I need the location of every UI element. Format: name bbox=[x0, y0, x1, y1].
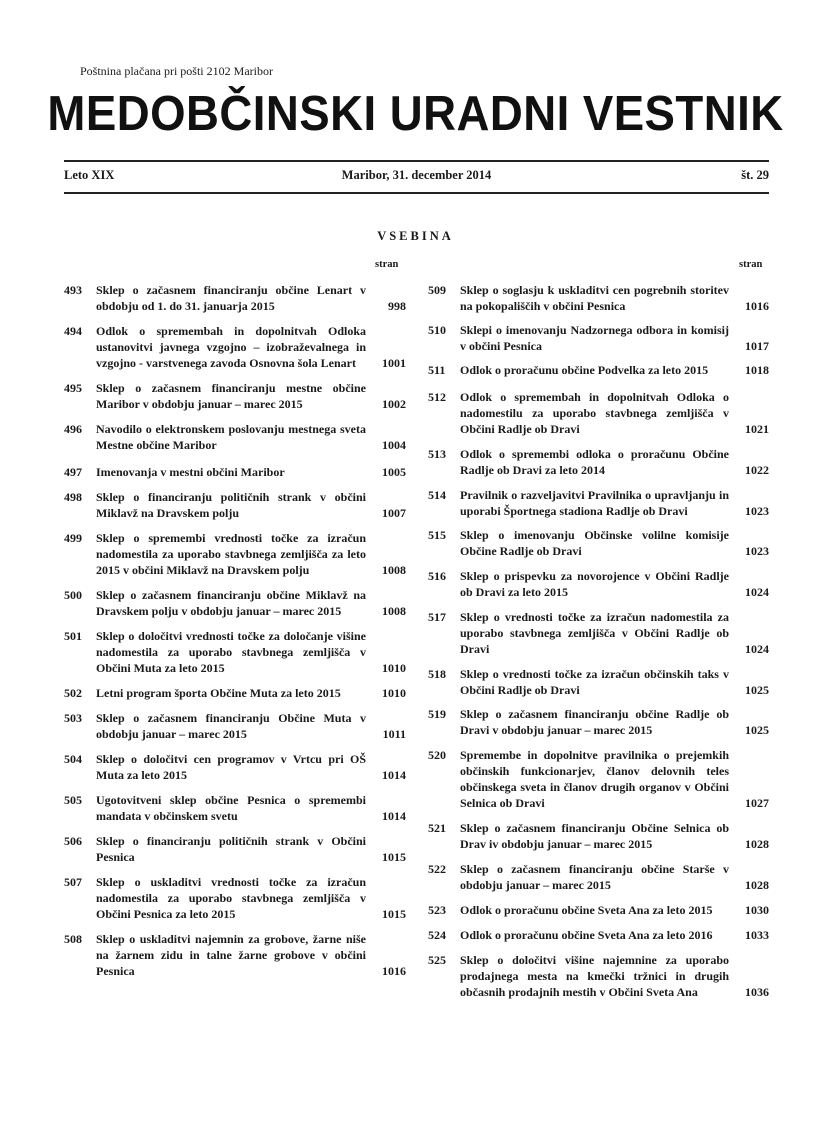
toc-entry-number: 508 bbox=[64, 932, 82, 946]
toc-entry-number: 515 bbox=[428, 528, 446, 542]
toc-entry-number: 514 bbox=[428, 488, 446, 502]
toc-entry[interactable] bbox=[428, 487, 769, 519]
toc-entry-number: 497 bbox=[64, 465, 82, 479]
toc-entry-title: Sklep o začasnem financiranju občine Starše v obdobju januar – marec 2015 bbox=[460, 862, 729, 892]
toc-entry[interactable] bbox=[428, 902, 769, 918]
toc-entry-title: Sklep o začasnem financiranju občine Lenart v obdobju od 1. do 31. januarja 2015 bbox=[96, 283, 366, 313]
toc-entry-page: 998 bbox=[388, 299, 406, 313]
toc-entry-page: 1007 bbox=[382, 506, 406, 520]
toc-entry[interactable] bbox=[64, 833, 406, 865]
toc-entry-number: 500 bbox=[64, 588, 82, 602]
toc-entry-number: 493 bbox=[64, 283, 82, 297]
toc-entry-number: 513 bbox=[428, 447, 446, 461]
toc-entry-number: 499 bbox=[64, 531, 82, 545]
toc-entry-number: 512 bbox=[428, 390, 446, 404]
toc-entry-page: 1023 bbox=[745, 544, 769, 558]
toc-entry[interactable] bbox=[64, 931, 406, 979]
toc-entry-title: Imenovanja v mestni občini Maribor bbox=[96, 465, 285, 479]
toc-entry-title: Sklep o vrednosti točke za izračun nadomestila za uporabo stavbnega zemljišča v Občini Radlje ob Dravi bbox=[460, 610, 729, 656]
toc-entry[interactable] bbox=[428, 389, 769, 437]
toc-entry[interactable] bbox=[428, 706, 769, 738]
toc-entry[interactable] bbox=[64, 489, 406, 521]
toc-entry[interactable] bbox=[428, 666, 769, 698]
toc-entry-page: 1021 bbox=[745, 422, 769, 436]
toc-heading: VSEBINA bbox=[377, 229, 454, 243]
toc-entry[interactable] bbox=[428, 322, 769, 354]
toc-entry-title: Odlok o proračunu občine Sveta Ana za leto 2015 bbox=[460, 903, 713, 917]
toc-entry-title: Odlok o spremembah in dopolnitvah Odloka ustanovitvi javnega vzgojno – izobraževalnega in vzgojno - varstvenega zavoda Osnovna šola Lenart bbox=[96, 324, 366, 370]
toc-entry[interactable] bbox=[428, 446, 769, 478]
toc-entry-number: 523 bbox=[428, 903, 446, 917]
toc-entry-title: Odlok o spremembah in dopolnitvah Odloka o nadomestilu za uporabo stavbnega zemljišča v Občini Radlje ob Dravi bbox=[460, 390, 729, 436]
toc-entry-page: 1010 bbox=[382, 661, 406, 675]
toc-entry-title: Sklep o določitvi cen programov v Vrtcu pri OŠ Muta za leto 2015 bbox=[96, 752, 366, 782]
toc-entry-page: 1023 bbox=[745, 504, 769, 518]
toc-entry-number: 502 bbox=[64, 686, 82, 700]
toc-entry-title: Sklep o financiranju političnih strank v občini Miklavž na Dravskem polju bbox=[96, 490, 366, 520]
toc-entry-title: Sklep o začasnem financiranju občine Miklavž na Dravskem polju v obdobju januar – marec 2015 bbox=[96, 588, 366, 618]
toc-entry-title: Sklep o prispevku za novorojence v Občini Radlje ob Dravi za leto 2015 bbox=[460, 569, 729, 599]
issue-place-date: Maribor, 31. december 2014 bbox=[341, 168, 492, 182]
toc-entry-page: 1028 bbox=[745, 837, 769, 851]
toc-entry-page: 1033 bbox=[745, 928, 769, 942]
toc-entry[interactable] bbox=[428, 609, 769, 657]
toc-entry-page: 1024 bbox=[745, 642, 769, 656]
toc-entry-page: 1014 bbox=[382, 809, 406, 823]
toc-entry[interactable] bbox=[64, 323, 406, 371]
toc-entry-title: Spremembe in dopolnitve pravilnika o prejemkih občinskih funkcionarjev, članov delovnih teles občinskega sveta in članov drugih organov v Občini Selnica ob Dravi bbox=[460, 748, 729, 810]
toc-entry[interactable] bbox=[428, 362, 769, 378]
toc-entry-number: 504 bbox=[64, 752, 82, 766]
toc-entry-number: 520 bbox=[428, 748, 446, 762]
toc-entry-number: 524 bbox=[428, 928, 446, 942]
toc-entry[interactable] bbox=[64, 464, 406, 480]
toc-entry-title: Sklep o določitvi višine najemnine za uporabo prodajnega mesta na kmečki tržnici in drugih občasnih prodajnih mestih v Občini Sveta Ana bbox=[460, 953, 729, 999]
toc-entry-page: 1010 bbox=[382, 686, 406, 700]
toc-entry[interactable] bbox=[64, 710, 406, 742]
toc-entry-title: Letni program športa Občine Muta za leto 2015 bbox=[96, 686, 341, 700]
toc-entry-page: 1022 bbox=[745, 463, 769, 477]
toc-entry-page: 1036 bbox=[745, 985, 769, 999]
toc-entry-page: 1030 bbox=[745, 903, 769, 917]
toc-entry-number: 511 bbox=[428, 363, 446, 377]
toc-entry-page: 1028 bbox=[745, 878, 769, 892]
toc-entry-page: 1018 bbox=[745, 363, 769, 377]
toc-entry-page: 1001 bbox=[382, 356, 406, 370]
toc-entry[interactable] bbox=[64, 685, 406, 701]
toc-entry-title: Sklep o začasnem financiranju mestne občine Maribor v obdobju januar – marec 2015 bbox=[96, 381, 366, 411]
toc-entry-title: Sklep o spremembi vrednosti točke za izračun nadomestila za uporabo stavbnega zemljišča za leto 2015 v občini Miklavž na Dravskem polju bbox=[96, 531, 366, 577]
toc-entry[interactable] bbox=[428, 820, 769, 852]
header-rule-top bbox=[64, 160, 769, 162]
toc-entry-title: Sklep o financiranju političnih strank v Občini Pesnica bbox=[96, 834, 366, 864]
toc-entry[interactable] bbox=[64, 874, 406, 922]
toc-entry-title: Sklep o začasnem financiranju Občine Muta v obdobju januar – marec 2015 bbox=[96, 711, 366, 741]
toc-column-left bbox=[64, 282, 406, 979]
toc-entry[interactable] bbox=[64, 421, 406, 453]
toc-entry[interactable] bbox=[428, 952, 769, 1000]
toc-entry-page: 1008 bbox=[382, 604, 406, 618]
toc-entry-number: 516 bbox=[428, 569, 446, 583]
toc-entry[interactable] bbox=[428, 747, 769, 811]
toc-entry-title: Pravilnik o razveljavitvi Pravilnika o upravljanju in uporabi Športnega stadiona Radlje ob Dravi bbox=[460, 488, 729, 518]
toc-entry-number: 521 bbox=[428, 821, 446, 835]
toc-entry-number: 522 bbox=[428, 862, 446, 876]
toc-entry-number: 506 bbox=[64, 834, 82, 848]
toc-entry-page: 1016 bbox=[745, 299, 769, 313]
toc-entry-number: 509 bbox=[428, 283, 446, 297]
toc-entry-page: 1015 bbox=[382, 850, 406, 864]
toc-entry-page: 1025 bbox=[745, 723, 769, 737]
toc-entry-title: Odlok o proračunu občine Sveta Ana za leto 2016 bbox=[460, 928, 713, 942]
toc-entry-title: Sklep o uskladitvi najemnin za grobove, žarne niše na žarnem zidu in talne žarne grobove v občini Pesnica bbox=[96, 932, 366, 978]
toc-entry-number: 519 bbox=[428, 707, 446, 721]
toc-entry[interactable] bbox=[64, 380, 406, 412]
toc-entry-number: 495 bbox=[64, 381, 82, 395]
toc-column-right bbox=[428, 282, 769, 1000]
toc-entry-title: Odlok o proračunu občine Podvelka za leto 2015 bbox=[460, 363, 709, 377]
toc-entry-page: 1015 bbox=[382, 907, 406, 921]
toc-entry[interactable] bbox=[428, 861, 769, 893]
page-column-label-left: stran bbox=[375, 259, 399, 270]
toc-entry-page: 1014 bbox=[382, 768, 406, 782]
toc-entry-title: Sklep o uskladitvi vrednosti točke za izračun nadomestila za uporabo stavbnega zemljišča v Občini Pesnica za leto 2015 bbox=[96, 875, 366, 921]
toc-entry-number: 501 bbox=[64, 629, 82, 643]
toc-entry-number: 525 bbox=[428, 953, 446, 967]
toc-entry-title: Ugotovitveni sklep občine Pesnica o spremembi mandata v občinskem svetu bbox=[96, 793, 366, 823]
toc-entry-page: 1016 bbox=[382, 964, 406, 978]
toc-entry-page: 1027 bbox=[745, 796, 769, 810]
toc-entry-page: 1011 bbox=[382, 727, 406, 741]
toc-entry-page: 1008 bbox=[382, 563, 406, 577]
toc-entry-title: Sklep o vrednosti točke za izračun občinskih taks v Občini Radlje ob Dravi bbox=[460, 667, 729, 697]
toc-entry-title: Sklep o določitvi vrednosti točke za določanje višine nadomestila za uporabo stavbnega zemljišča v Občini Muta za leto 2015 bbox=[96, 629, 366, 675]
toc-entry-title: Sklepi o imenovanju Nadzornega odbora in komisij v občini Pesnica bbox=[460, 323, 729, 353]
toc-entry-page: 1025 bbox=[745, 683, 769, 697]
toc-entry[interactable] bbox=[428, 927, 769, 943]
toc-entry[interactable] bbox=[64, 628, 406, 676]
toc-entry-title: Sklep o začasnem financiranju Občine Selnica ob Drav iv obdobju januar – marec 2015 bbox=[460, 821, 729, 851]
header-rule-bottom bbox=[64, 192, 769, 194]
toc-entry-page: 1002 bbox=[382, 397, 406, 411]
postage-note: Poštnina plačana pri pošti 2102 Maribor bbox=[80, 64, 273, 78]
toc-entry[interactable] bbox=[428, 527, 769, 559]
toc-entry-number: 517 bbox=[428, 610, 446, 624]
toc-entry[interactable] bbox=[64, 587, 406, 619]
page-column-label-right: stran bbox=[739, 259, 763, 270]
toc-entry[interactable] bbox=[64, 282, 406, 314]
toc-entry-title: Sklep o imenovanju Občinske volilne komisije Občine Radlje ob Dravi bbox=[460, 528, 729, 558]
toc-entry[interactable] bbox=[64, 530, 406, 578]
toc-entry-page: 1005 bbox=[382, 465, 406, 479]
toc-entry-number: 507 bbox=[64, 875, 82, 889]
toc-entry-title: Sklep o soglasju k uskladitvi cen pogrebnih storitev na pokopališčih v občini Pesnica bbox=[460, 283, 729, 313]
toc-entry-title: Sklep o začasnem financiranju občine Radlje ob Dravi v obdobju januar – marec 2015 bbox=[460, 707, 729, 737]
issue-number: št. 29 bbox=[741, 168, 769, 182]
toc-entry-number: 503 bbox=[64, 711, 82, 725]
toc-entry-page: 1004 bbox=[382, 438, 406, 452]
toc-entry-number: 494 bbox=[64, 324, 82, 338]
toc-entry-number: 498 bbox=[64, 490, 82, 504]
toc-entry[interactable] bbox=[428, 282, 769, 314]
toc-entry-number: 510 bbox=[428, 323, 446, 337]
toc-entry[interactable] bbox=[64, 751, 406, 783]
toc-entry-number: 518 bbox=[428, 667, 446, 681]
issue-year: Leto XIX bbox=[64, 168, 115, 182]
publication-title: MEDOBČINSKI URADNI VESTNIK bbox=[47, 87, 784, 141]
toc-entry[interactable] bbox=[64, 792, 406, 824]
toc-entry-number: 496 bbox=[64, 422, 82, 436]
toc-entry-page: 1024 bbox=[745, 585, 769, 599]
toc-entry-title: Navodilo o elektronskem poslovanju mestnega sveta Mestne občine Maribor bbox=[96, 422, 366, 452]
toc-entry-number: 505 bbox=[64, 793, 82, 807]
toc-entry[interactable] bbox=[428, 568, 769, 600]
toc-entry-title: Odlok o spremembi odloka o proračunu Občine Radlje ob Dravi za leto 2014 bbox=[460, 447, 729, 477]
toc-entry-page: 1017 bbox=[745, 339, 769, 353]
